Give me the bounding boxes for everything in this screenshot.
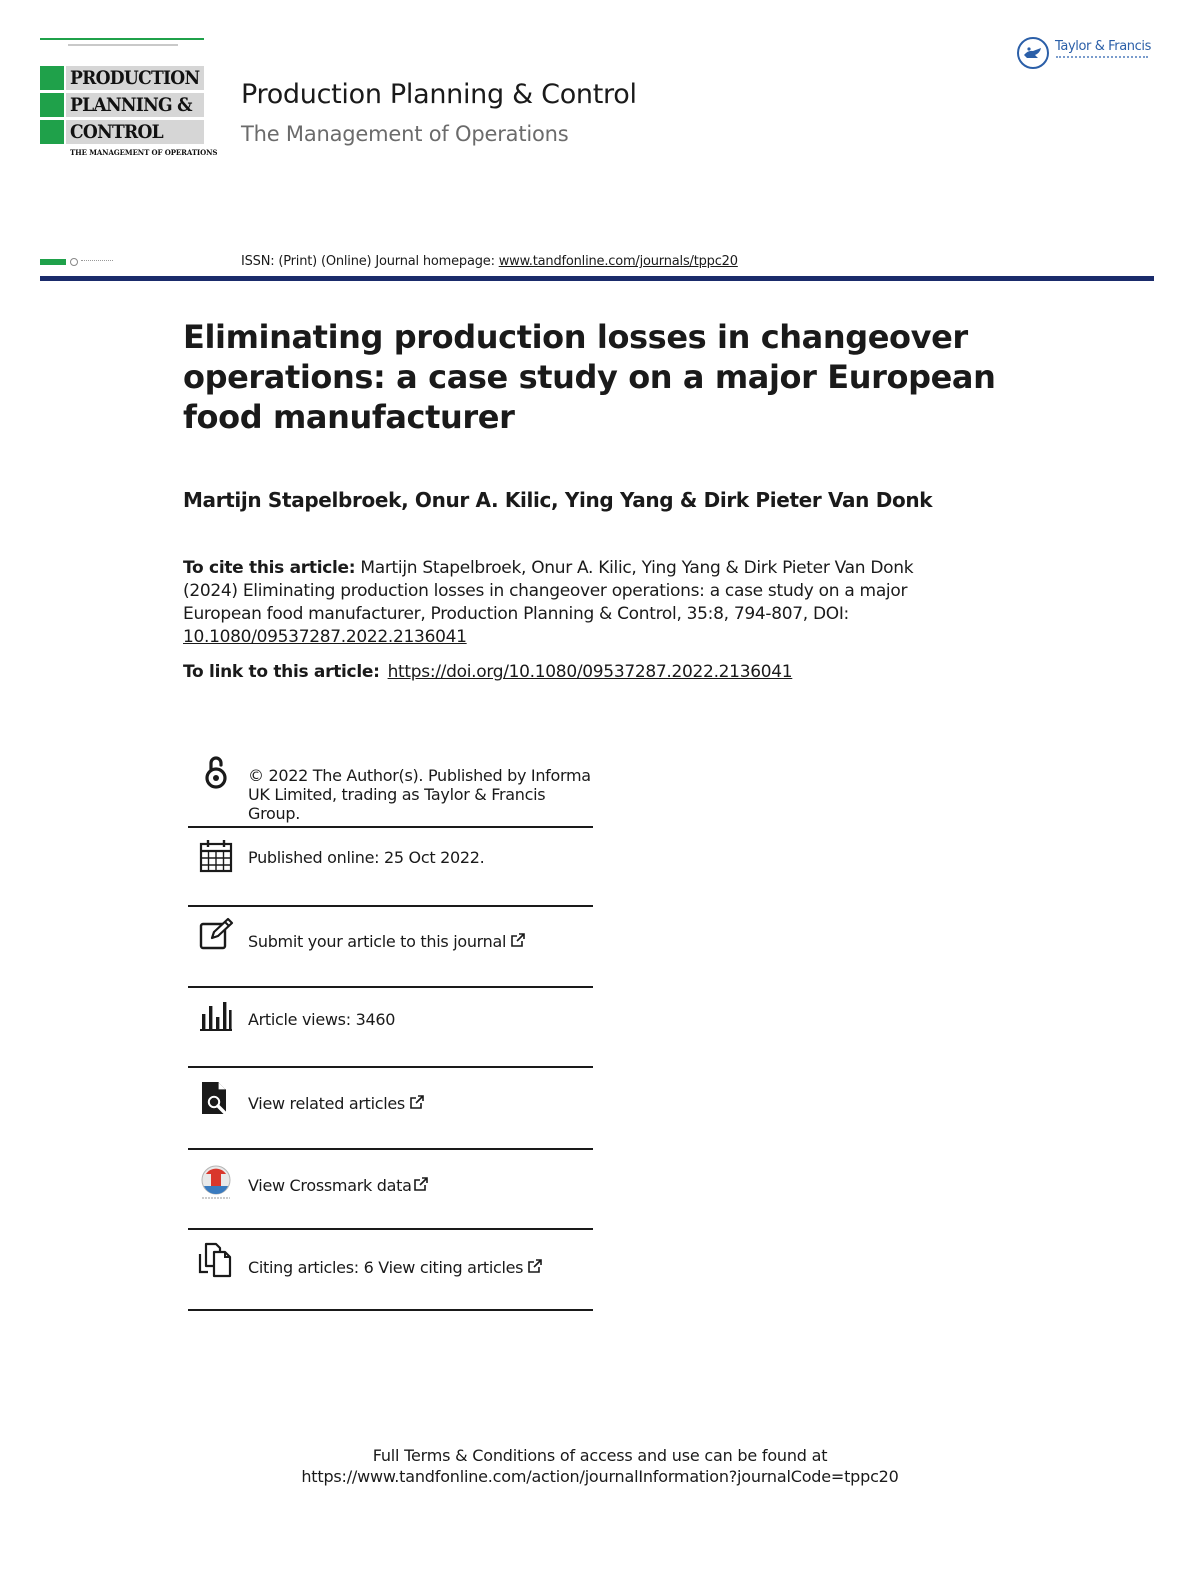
info-separator-6	[188, 1228, 593, 1230]
cover-top-small-text	[68, 44, 178, 46]
related-articles-row[interactable]	[248, 1094, 425, 1113]
article-title: Eliminating production losses in changeover operations: a case study on a major European food manufacturer	[183, 318, 996, 436]
info-separator-1	[188, 826, 593, 828]
license-text: © 2022 The Author(s). Published by Informa UK Limited, trading as Taylor & Francis Group.	[248, 766, 591, 823]
info-separator-3	[188, 986, 593, 988]
journal-subtitle: The Management of Operations	[241, 122, 569, 146]
publisher-lamp-icon	[1016, 36, 1050, 70]
crossmark-row[interactable]	[248, 1176, 429, 1195]
cover-row-1	[40, 66, 204, 90]
terms-text: Full Terms & Conditions of access and use can be found at	[372, 1446, 828, 1465]
cover-row-3	[40, 120, 204, 144]
info-separator-5	[188, 1148, 593, 1150]
article-authors: Martijn Stapelbroek, Onur A. Kilic, Ying Yang & Dirk Pieter Van Donk	[183, 488, 933, 512]
calendar-icon	[198, 838, 234, 874]
cite-source: , Production Planning & Control, 35:8, 794-807, DOI:	[420, 604, 849, 624]
journal-homepage-link[interactable]: www.tandfonline.com/journals/tppc20	[498, 254, 738, 269]
open-access-lock-icon	[198, 754, 234, 790]
open-access-mini-badge	[40, 258, 120, 266]
cover-tagline: THE MANAGEMENT OF OPERATIONS	[70, 148, 218, 157]
issn-line	[241, 254, 738, 269]
copy-documents-icon	[198, 1242, 234, 1278]
cover-word-control: CONTROL	[70, 121, 163, 143]
info-separator-2	[188, 905, 593, 907]
journal-title: Production Planning & Control	[241, 79, 637, 110]
cover-top-rule	[40, 38, 204, 40]
crossmark-link[interactable]: View Crossmark data	[248, 1176, 412, 1195]
publisher-tagline	[1056, 56, 1148, 59]
cite-label: To cite this article:	[183, 558, 356, 578]
cite-authors: Martijn Stapelbroek, Onur A. Kilic, Ying Yang & Dirk Pieter Van Donk (2024)	[183, 558, 914, 601]
citing-articles-row[interactable]	[248, 1258, 543, 1277]
cite-title: Eliminating production losses in changeover operations: a case study on a major European food manufacturer	[183, 581, 908, 624]
cover-word-planning: PLANNING &	[70, 94, 192, 116]
external-link-icon	[510, 932, 526, 948]
terms-url[interactable]: https://www.tandfonline.com/action/journalInformation?journalCode=tppc20	[301, 1467, 899, 1486]
info-separator-4	[188, 1066, 593, 1068]
published-date: Published online: 25 Oct 2022.	[248, 848, 485, 867]
submit-article-row[interactable]	[248, 932, 526, 951]
header-divider	[40, 276, 1154, 281]
document-search-icon	[198, 1080, 234, 1116]
article-doi-link[interactable]: https://doi.org/10.1080/09537287.2022.2136041	[387, 662, 793, 682]
publisher-name: Taylor & Francis	[1055, 39, 1151, 54]
cover-row-2	[40, 93, 204, 117]
article-link-line	[183, 662, 792, 682]
related-articles-link[interactable]: View related articles	[248, 1094, 405, 1113]
crossmark-icon	[198, 1164, 234, 1200]
cover-word-production: PRODUCTION	[70, 67, 200, 89]
bar-chart-icon	[198, 998, 234, 1034]
terms-footer	[0, 1445, 1200, 1487]
journal-cover-logo	[40, 38, 218, 158]
citation-block	[183, 557, 973, 649]
article-views-count: Article views: 3460	[248, 1010, 396, 1029]
external-link-icon	[409, 1094, 425, 1110]
external-link-icon	[527, 1258, 543, 1274]
issn-prefix: ISSN: (Print) (Online) Journal homepage:	[241, 254, 499, 269]
publisher-logo[interactable]	[1016, 36, 1160, 72]
link-label: To link to this article:	[183, 662, 380, 682]
cite-doi-link[interactable]: 10.1080/09537287.2022.2136041	[183, 627, 467, 647]
edit-pencil-icon	[198, 916, 234, 952]
info-separator-7	[188, 1309, 593, 1311]
submit-article-link[interactable]: Submit your article to this journal	[248, 932, 507, 951]
citing-articles-link[interactable]: Citing articles: 6 View citing articles	[248, 1258, 524, 1277]
external-link-icon	[413, 1176, 429, 1192]
